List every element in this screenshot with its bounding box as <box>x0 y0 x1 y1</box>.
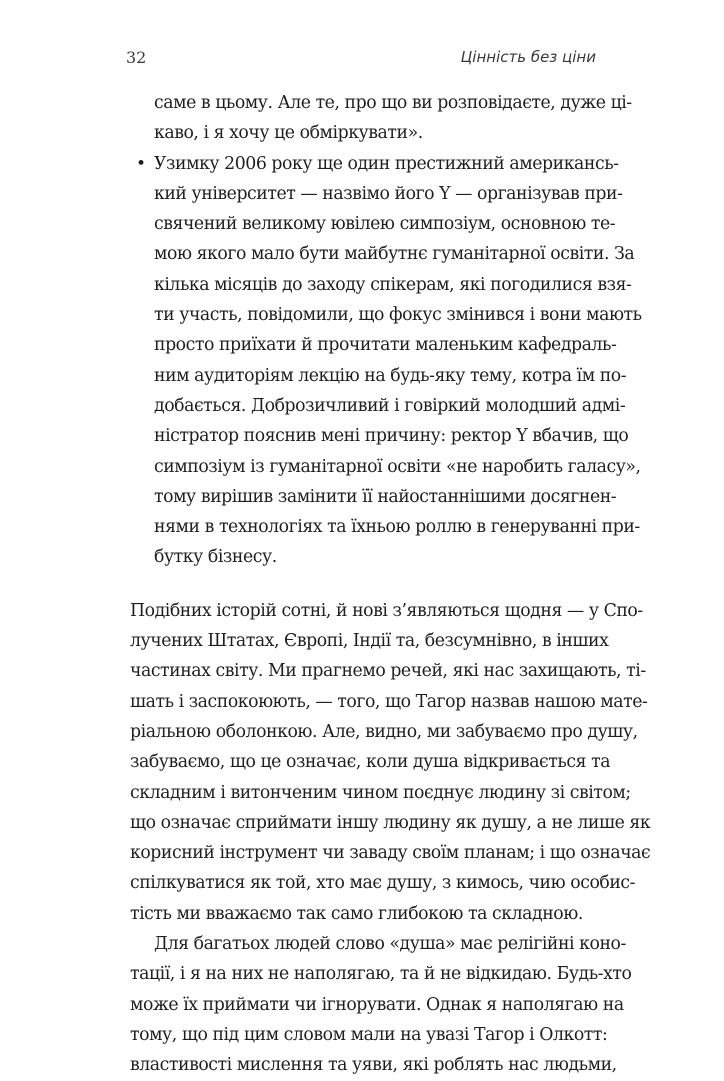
text-line: мою якого мало бути майбутнє гуманітарної освіти. За <box>154 244 635 265</box>
bullet-marker: • <box>136 153 146 174</box>
text-line: корисний інструмент чи заваду своїм планам; і що означає <box>130 843 651 864</box>
text-line: просто приїхати й прочитати маленьким кафедраль- <box>154 335 617 356</box>
text-line: ним аудиторіям лекцію на будь-яку тему, котра їм по- <box>154 365 627 386</box>
text-line: тому вирішив замінити її найостаннішими досягнен- <box>154 486 617 507</box>
text-line: лучених Штатах, Європі, Індії та, безсумнівно, в інших <box>130 631 609 652</box>
text-line: тість ми вважаємо так само глибокою та складною. <box>130 903 583 924</box>
text-line: властивості мислення та уяви, які роблять нас людьми, <box>130 1055 617 1076</box>
text-line: тації, і я на них не наполягаю, та й не відкидаю. Будь-хто <box>130 964 632 985</box>
body-text <box>130 88 651 1081</box>
text-line: забуваємо, що це означає, коли душа відкривається та <box>130 752 611 773</box>
text-line: бутку бізнесу. <box>154 547 277 568</box>
text-line: каво, і я хочу це обміркувати». <box>154 123 423 144</box>
text-line: кілька місяців до заходу спікерам, які погодилися взя- <box>154 274 632 295</box>
text-line: складним і витонченим чином поєднує людину зі світом; <box>130 782 631 803</box>
text-line: саме в цьому. Але те, про що ви розповідаєте, дуже ці- <box>154 93 632 113</box>
text-line: спілкуватися як той, хто має душу, з кимось, чию особис- <box>130 873 636 894</box>
paragraph-spacer <box>130 573 596 596</box>
text-line: ністратор пояснив мені причину: ректор Y вбачив, що <box>154 426 629 447</box>
text-line: що означає сприймати іншу людину як душу, а не лише як <box>130 812 651 833</box>
paragraph <box>130 929 632 1080</box>
text-line: частинах світу. Ми прагнемо речей, які нас захищають, ті- <box>130 661 646 682</box>
text-line: свячений великому ювілею симпозіум, основною те- <box>154 214 616 235</box>
page-number: 32 <box>126 48 147 67</box>
text-line: кий університет — назвімо його Y — організував при- <box>154 183 623 204</box>
text-line: Узимку 2006 року ще один престижний американсь- <box>154 153 619 174</box>
page-header <box>126 48 596 72</box>
running-title: Цінність без ціни <box>460 48 596 66</box>
text-line: нями в технологіях та їхньою роллю в генеруванні при- <box>154 517 640 538</box>
text-line: Для багатьох людей слово «душа» має релігійні коно- <box>154 934 626 955</box>
continuation-block <box>130 88 632 149</box>
text-line: може їх приймати чи ігнорувати. Однак я наполягаю на <box>130 994 624 1015</box>
text-line: добається. Доброзичливий і говіркий молодший адмі- <box>154 395 626 416</box>
text-line: шать і заспокоюють, — того, що Тагор назвав нашою мате- <box>130 691 648 712</box>
paragraph <box>130 596 651 929</box>
text-line: тому, що під цим словом мали на увазі Тагор і Олкотт: <box>130 1024 608 1045</box>
text-line: ріальною оболонкою. Але, видно, ми забуваємо про душу, <box>130 721 638 742</box>
bullet-item <box>130 149 642 573</box>
text-line: Подібних історій сотні, й нові з’являються щодня — у Спо- <box>130 600 643 621</box>
text-line: ти участь, повідомили, що фокус змінився і вони мають <box>154 305 642 326</box>
text-line: симпозіум із гуманітарної освіти «не наробить галасу», <box>154 456 641 477</box>
